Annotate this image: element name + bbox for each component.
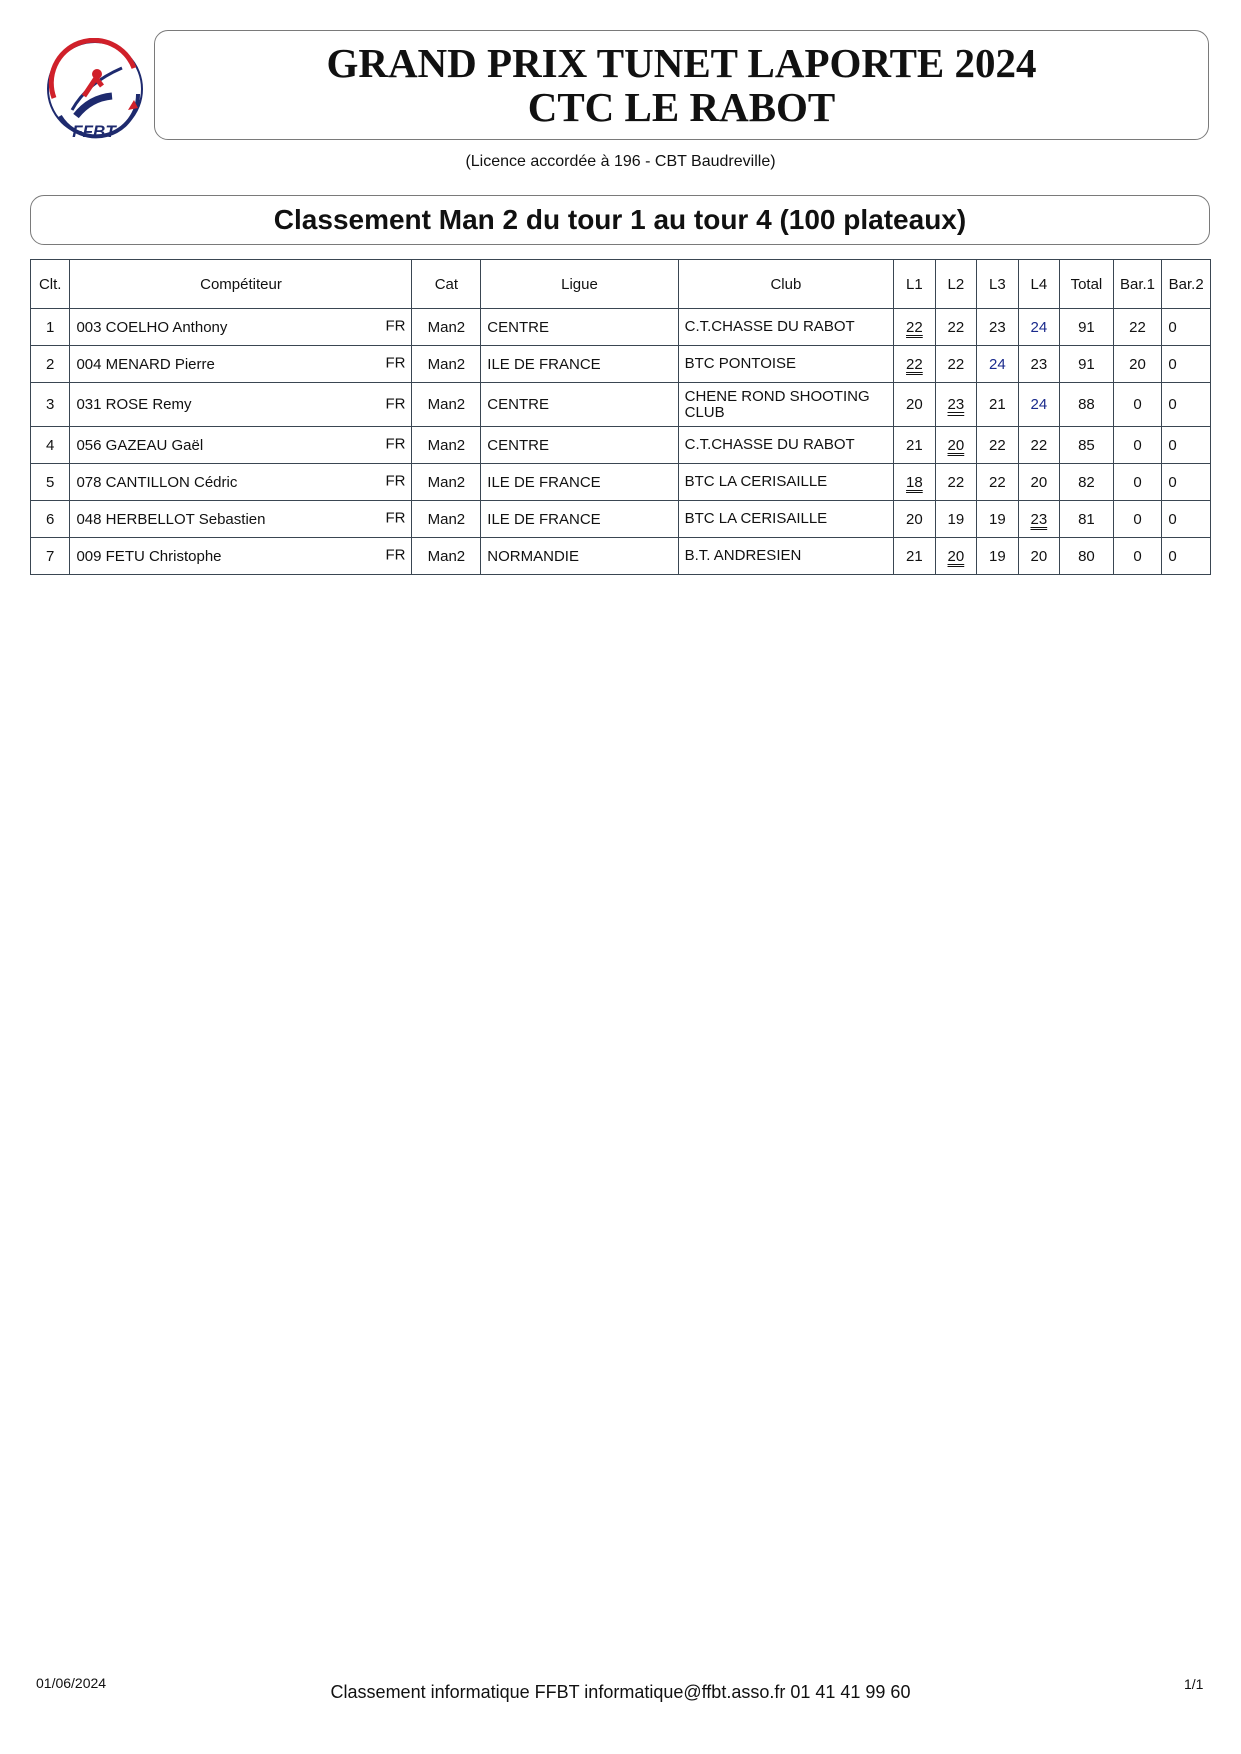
score-l3-cell: 19 (977, 538, 1018, 575)
nationality: FR (385, 317, 406, 335)
license-note: (Licence accordée à 196 - CBT Baudreville) (465, 153, 776, 170)
competitor-cell (70, 383, 412, 427)
score-value: 20 (947, 436, 965, 454)
classement-title: Classement Man 2 du tour 1 au tour 4 (100 plateaux) (30, 195, 1210, 245)
score-value: 22 (906, 355, 923, 373)
barrage2-cell: 0 (1162, 464, 1211, 501)
barrage2-cell: 0 (1162, 427, 1211, 464)
barrage1-cell: 20 (1113, 346, 1162, 383)
score-value: 18 (906, 473, 923, 491)
score-l4-cell (1018, 501, 1059, 538)
rank-cell: 4 (31, 427, 70, 464)
competitor-cell (70, 501, 412, 538)
total-cell: 80 (1060, 538, 1114, 575)
col-header: Clt. (31, 260, 70, 309)
category-cell: Man2 (412, 538, 481, 575)
ligue-cell: ILE DE FRANCE (481, 464, 678, 501)
nationality: FR (385, 472, 406, 490)
competitor-name: 031 ROSE Remy (76, 396, 192, 413)
score-l1-cell (894, 464, 935, 501)
ligue-cell: CENTRE (481, 309, 678, 346)
col-header: Total (1060, 260, 1114, 309)
barrage2-cell: 0 (1162, 383, 1211, 427)
category-cell: Man2 (412, 427, 481, 464)
rank-cell: 5 (31, 464, 70, 501)
category-cell: Man2 (412, 464, 481, 501)
col-header: L2 (935, 260, 976, 309)
score-l2-cell: 22 (935, 464, 976, 501)
barrage2-cell: 0 (1162, 309, 1211, 346)
col-header: Bar.2 (1162, 260, 1211, 309)
results-table (30, 259, 1211, 575)
col-header: Club (678, 260, 894, 309)
score-l4-cell: 23 (1018, 346, 1059, 383)
score-l3-cell: 22 (977, 464, 1018, 501)
club-cell: BTC LA CERISAILLE (678, 464, 894, 501)
score-value: 22 (906, 318, 923, 336)
table-row (31, 309, 1211, 346)
rank-cell: 2 (31, 346, 70, 383)
barrage2-cell: 0 (1162, 501, 1211, 538)
score-l2-cell: 22 (935, 309, 976, 346)
score-l3-cell: 24 (977, 346, 1018, 383)
table-row (31, 538, 1211, 575)
barrage1-cell: 0 (1113, 538, 1162, 575)
club-cell: C.T.CHASSE DU RABOT (678, 309, 894, 346)
total-cell: 82 (1060, 464, 1114, 501)
competitor-cell (70, 346, 412, 383)
competitor-name: 048 HERBELLOT Sebastien (76, 510, 266, 528)
category-cell: Man2 (412, 346, 481, 383)
col-header: Cat (412, 260, 481, 309)
rank-cell: 6 (31, 501, 70, 538)
barrage2-cell: 0 (1162, 346, 1211, 383)
col-header: Ligue (481, 260, 678, 309)
rank-cell: 1 (31, 309, 70, 346)
score-l4-cell: 20 (1018, 464, 1059, 501)
event-subtitle: CTC LE RABOT (527, 84, 836, 130)
footer-contact: Classement informatique FFBT informatique@ffbt.asso.fr 01 41 41 99 60 (330, 1682, 911, 1702)
ligue-cell: ILE DE FRANCE (481, 346, 678, 383)
nationality: FR (385, 509, 406, 527)
score-l3-cell: 19 (977, 501, 1018, 538)
table-row (31, 427, 1211, 464)
score-l4-cell: 22 (1018, 427, 1059, 464)
score-l2-cell (935, 427, 976, 464)
score-value: 23 (1030, 510, 1048, 528)
nationality: FR (385, 546, 406, 564)
score-l2-cell: 19 (935, 501, 976, 538)
total-cell: 88 (1060, 383, 1114, 427)
col-header: Compétiteur (70, 260, 412, 309)
score-l1-cell: 20 (894, 383, 935, 427)
barrage2-cell: 0 (1162, 538, 1211, 575)
category-cell: Man2 (412, 501, 481, 538)
category-cell: Man2 (412, 383, 481, 427)
score-l3-cell: 22 (977, 427, 1018, 464)
ffbt-logo (42, 38, 148, 144)
table-row (31, 464, 1211, 501)
event-title: GRAND PRIX TUNET LAPORTE 2024 (326, 40, 1037, 86)
ligue-cell: CENTRE (481, 383, 678, 427)
score-l4-cell: 24 (1018, 309, 1059, 346)
score-value: 23 (947, 396, 965, 413)
score-l2-cell: 22 (935, 346, 976, 383)
score-l2-cell (935, 538, 976, 575)
club-cell: BTC PONTOISE (678, 346, 894, 383)
nationality: FR (385, 435, 406, 453)
score-l4-cell: 20 (1018, 538, 1059, 575)
competitor-cell (70, 464, 412, 501)
competitor-name: 003 COELHO Anthony (76, 318, 228, 336)
barrage1-cell: 0 (1113, 427, 1162, 464)
barrage1-cell: 22 (1113, 309, 1162, 346)
total-cell: 85 (1060, 427, 1114, 464)
event-title-box (154, 30, 1209, 140)
category-cell: Man2 (412, 309, 481, 346)
ligue-cell: ILE DE FRANCE (481, 501, 678, 538)
total-cell: 91 (1060, 346, 1114, 383)
competitor-name: 056 GAZEAU Gaël (76, 436, 204, 454)
score-l1-cell: 21 (894, 427, 935, 464)
svg-text:FFBT: FFBT (72, 122, 116, 141)
table-row (31, 501, 1211, 538)
competitor-cell (70, 538, 412, 575)
barrage1-cell: 0 (1113, 501, 1162, 538)
table-row (31, 383, 1211, 427)
score-l2-cell (935, 383, 976, 427)
club-cell: BTC LA CERISAILLE (678, 501, 894, 538)
score-value: 20 (947, 547, 965, 565)
ligue-cell: NORMANDIE (481, 538, 678, 575)
table-row (31, 346, 1211, 383)
page-number: 1/1 (1184, 1676, 1204, 1692)
col-header: Bar.1 (1113, 260, 1162, 309)
competitor-cell (70, 427, 412, 464)
score-l1-cell: 20 (894, 501, 935, 538)
score-l4-cell: 24 (1018, 383, 1059, 427)
score-l3-cell: 23 (977, 309, 1018, 346)
barrage1-cell: 0 (1113, 464, 1162, 501)
col-header: L4 (1018, 260, 1059, 309)
col-header: L3 (977, 260, 1018, 309)
total-cell: 91 (1060, 309, 1114, 346)
club-cell: B.T. ANDRESIEN (678, 538, 894, 575)
table-header-row (31, 260, 1211, 309)
rank-cell: 3 (31, 383, 70, 427)
print-date: 01/06/2024 (36, 1675, 107, 1691)
barrage1-cell: 0 (1113, 383, 1162, 427)
club-cell: CHENE ROND SHOOTING CLUB (678, 383, 894, 427)
nationality: FR (385, 394, 406, 412)
competitor-name: 004 MENARD Pierre (76, 355, 215, 373)
score-l3-cell: 21 (977, 383, 1018, 427)
competitor-cell (70, 309, 412, 346)
score-l1-cell (894, 309, 935, 346)
ligue-cell: CENTRE (481, 427, 678, 464)
col-header: L1 (894, 260, 935, 309)
score-l1-cell (894, 346, 935, 383)
nationality: FR (385, 354, 406, 372)
competitor-name: 078 CANTILLON Cédric (76, 473, 238, 491)
club-cell: C.T.CHASSE DU RABOT (678, 427, 894, 464)
score-l1-cell: 21 (894, 538, 935, 575)
competitor-name: 009 FETU Christophe (76, 547, 222, 565)
total-cell: 81 (1060, 501, 1114, 538)
rank-cell: 7 (31, 538, 70, 575)
